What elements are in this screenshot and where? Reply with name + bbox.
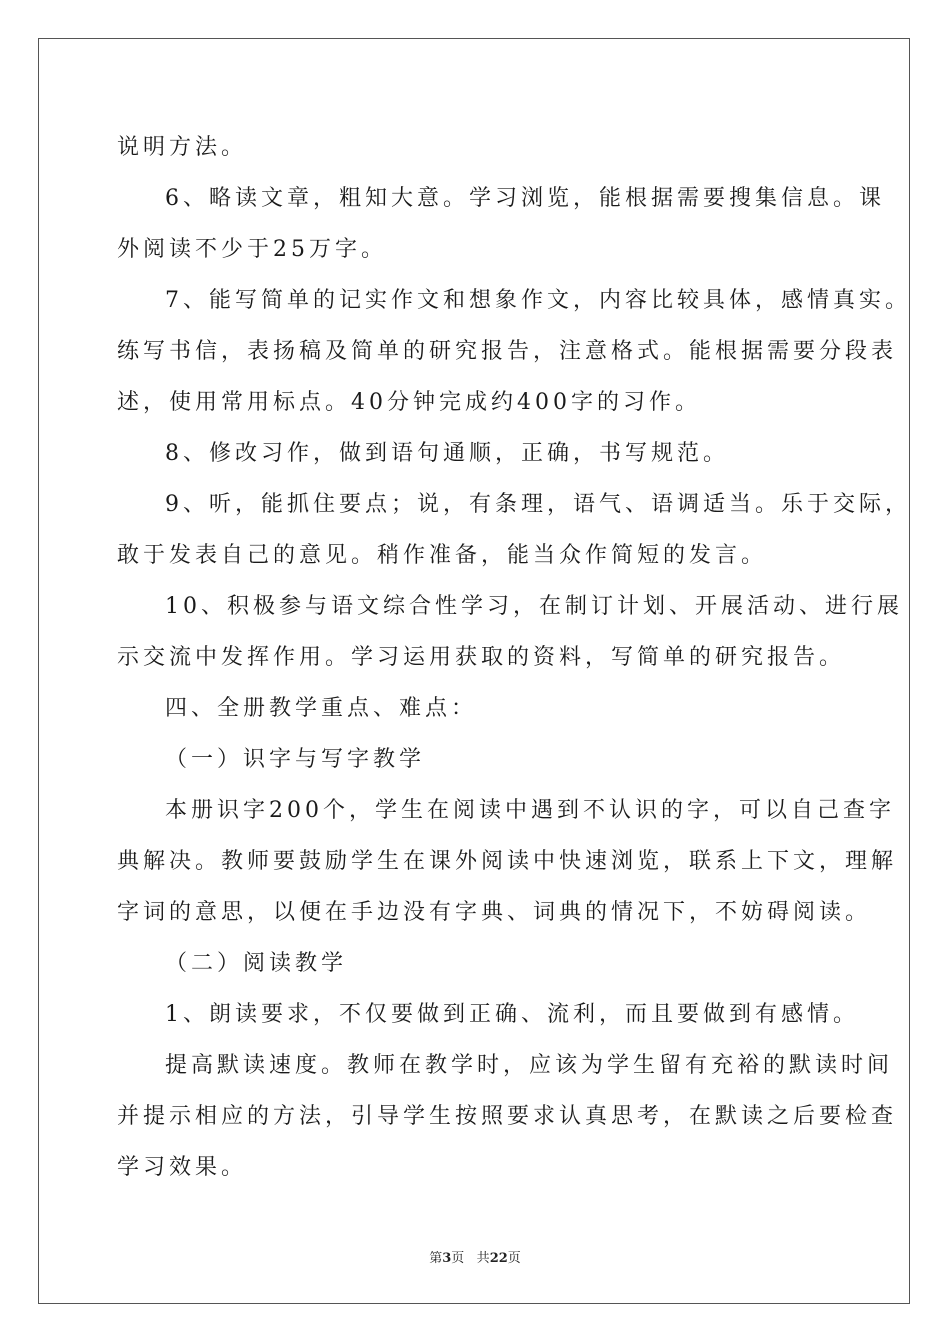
text-line: 8、修改习作，做到语句通顺，正确，书写规范。	[165, 441, 729, 466]
text-line: 提高默读速度。教师在教学时，应该为学生留有充裕的默读时间	[165, 1053, 894, 1078]
text-line: 本册识字200个，学生在阅读中遇到不认识的字，可以自己查字	[165, 798, 895, 823]
current-page-number: 3	[442, 1251, 452, 1266]
text-line: 学习效果。	[117, 1155, 248, 1180]
text-line: 典解决。教师要鼓励学生在课外阅读中快速浏览，联系上下文，理解	[117, 849, 898, 874]
subsection-heading: （二）阅读教学	[165, 951, 348, 976]
text-line: 字词的意思，以便在手边没有字典、词典的情况下，不妨碍阅读。	[117, 900, 872, 925]
page-footer	[0, 1247, 950, 1266]
footer-page-word: 页	[451, 1251, 465, 1266]
text-line: 说明方法。	[117, 135, 248, 160]
text-line: 7、能写简单的记实作文和想象作文，内容比较具体，感情真实。	[165, 288, 911, 313]
text-line: 示交流中发挥作用。学习运用获取的资料，写简单的研究报告。	[117, 645, 846, 670]
subsection-heading: （一）识字与写字教学	[165, 747, 426, 772]
text-line: 述，使用常用标点。40分钟完成约400字的习作。	[117, 390, 701, 415]
footer-prefix: 第	[429, 1251, 443, 1266]
section-heading: 四、全册教学重点、难点：	[165, 696, 478, 721]
total-pages-number: 22	[489, 1251, 508, 1266]
footer-total-suffix: 页	[507, 1251, 521, 1266]
text-line: 6、略读文章，粗知大意。学习浏览，能根据需要搜集信息。课	[165, 186, 885, 211]
text-line: 外阅读不少于25万字。	[117, 237, 387, 262]
text-line: 练写书信，表扬稿及简单的研究报告，注意格式。能根据需要分段表	[117, 339, 898, 364]
text-line: 敢于发表自己的意见。稍作准备，能当众作简短的发言。	[117, 543, 768, 568]
footer-total-prefix: 共	[476, 1251, 490, 1266]
text-line: 9、听，能抓住要点；说，有条理，语气、语调适当。乐于交际，	[165, 492, 911, 517]
text-line: 1、朗读要求，不仅要做到正确、流利，而且要做到有感情。	[165, 1002, 859, 1027]
document-body	[117, 122, 911, 1193]
text-line: 并提示相应的方法，引导学生按照要求认真思考，在默读之后要检查	[117, 1104, 898, 1129]
text-line: 10、积极参与语文综合性学习，在制订计划、开展活动、进行展	[165, 594, 903, 619]
